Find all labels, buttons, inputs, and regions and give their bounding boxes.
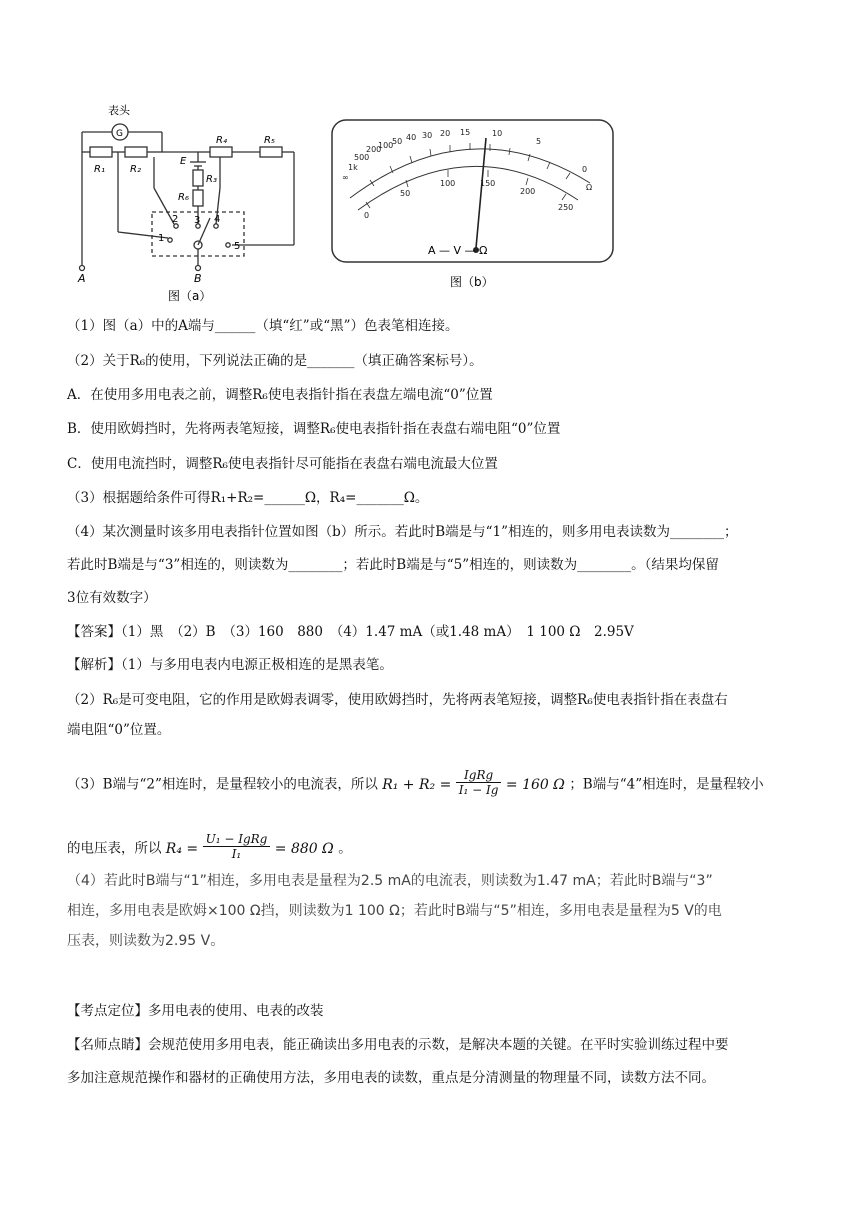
svg-text:R₂: R₂ xyxy=(130,164,141,175)
svg-text:15: 15 xyxy=(460,128,471,137)
svg-text:150: 150 xyxy=(480,179,496,188)
svg-text:E: E xyxy=(180,156,187,167)
svg-text:250: 250 xyxy=(558,203,574,212)
figure-a-caption: 图（a） xyxy=(168,289,212,303)
svg-text:100: 100 xyxy=(440,179,456,188)
question-4-line2: 若此时B端是与“3”相连的，则读数为________；若此时B端是与“5”相连的，则读数为________。（结果均保留 xyxy=(67,557,719,573)
question-3: （3）根据题给条件可得R₁+R₂=______Ω，R₄=_______Ω。 xyxy=(67,490,429,506)
meter-dial xyxy=(330,118,615,293)
svg-text:30: 30 xyxy=(422,131,433,140)
svg-text:R₃: R₃ xyxy=(206,174,217,185)
analysis-line1: 【解析】（1）与多用电表内电源正极相连的是黑表笔。 xyxy=(67,657,393,673)
terminal-a-label: A xyxy=(78,272,86,285)
svg-text:R₆: R₆ xyxy=(178,192,189,203)
answer-text: （1）黑 （2）B （3）160 880 （4）1.47 mA（或1.48 mA） 1 100 Ω 2.95V xyxy=(121,624,634,640)
option-a: A．在使用多用电表之前，调整R₆使电表指针指在表盘左端电流“0”位置 xyxy=(67,387,493,403)
svg-text:0: 0 xyxy=(582,165,588,174)
svg-text:200: 200 xyxy=(520,187,536,196)
analysis-p2-line2: 端电阻“0”位置。 xyxy=(67,722,171,738)
mingshi-line1: 【名师点睛】会规范使用多用电表，能正确读出多用电表的示数，是解决本题的关键。在平时实验训练过程中要 xyxy=(67,1037,729,1053)
svg-text:40: 40 xyxy=(406,133,417,142)
svg-text:R₅: R₅ xyxy=(264,135,275,146)
circuit-diagram xyxy=(70,100,310,305)
figure-b-caption: 图（b） xyxy=(450,275,494,289)
kaodian-line: 【考点定位】多用电表的使用、电表的改装 xyxy=(67,1003,324,1019)
svg-text:1: 1 xyxy=(158,233,165,244)
svg-text:3: 3 xyxy=(194,215,201,226)
galvanometer-g: G xyxy=(116,129,123,139)
mingshi-label: 【名师点睛】 xyxy=(67,1037,148,1053)
svg-text:5: 5 xyxy=(536,137,542,146)
svg-text:4: 4 xyxy=(214,214,221,225)
svg-text:50: 50 xyxy=(400,189,411,198)
svg-text:∞: ∞ xyxy=(342,173,349,182)
answer-label: 【答案】 xyxy=(67,624,121,640)
avo-label: A — V — Ω xyxy=(428,244,488,257)
analysis-label: 【解析】 xyxy=(67,657,121,673)
question-4-line3: 3位有效数字） xyxy=(67,590,157,606)
svg-text:5: 5 xyxy=(234,241,241,252)
svg-text:R₁: R₁ xyxy=(94,164,105,175)
question-4-line1: （4）某次测量时该多用电表指针位置如图（b）所示。若此时B端是与“1”相连的，则多用电表读数为________； xyxy=(67,524,738,540)
terminal-b-label: B xyxy=(194,272,202,285)
svg-text:200: 200 xyxy=(366,145,382,154)
svg-text:100: 100 xyxy=(378,141,394,150)
meter-head-label: 表头 xyxy=(108,104,130,117)
svg-text:20: 20 xyxy=(440,129,451,138)
svg-text:1k: 1k xyxy=(348,163,358,172)
analysis-p3b: 的电压表，所以 R₄ = $\frac{\text{U₁ − IgRg}}{\text{I₁}}$ = 880 Ω 。 xyxy=(67,832,352,861)
question-1: （1）图（a）中的A端与______（填“红”或“黑”）色表笔相连接。 xyxy=(67,318,459,334)
svg-text:10: 10 xyxy=(492,129,503,138)
analysis-p4: （4）若此时B端与“1”相连，多用电表是量程为2.5 mA的电流表，则读数为1.47 mA；若此时B端与“3” 相连，多用电表是欧姆×100 Ω挡，则读数为1 100 Ω；若此时B端与“5”相连，多用电表是量程为5 V的电 压表，则读数为2.95 V。 xyxy=(67,873,722,949)
question-2: （2）关于R₆的使用，下列说法正确的是_______（填正确答案标号）。 xyxy=(67,353,483,369)
option-b: B．使用欧姆挡时，先将两表笔短接，调整R₆使电表指针指在表盘右端电阻“0”位置 xyxy=(67,421,561,437)
svg-text:2: 2 xyxy=(172,214,179,225)
formula-r4: R₄ = $\frac{\text{U₁ − IgRg}}{\text{I₁}}$ = 880 Ω xyxy=(165,832,334,861)
option-c: C．使用电流挡时，调整R₆使电表指针尽可能指在表盘右端电流最大位置 xyxy=(67,456,498,472)
analysis-p2-line1: （2）R₆是可变电阻，它的作用是欧姆表调零，使用欧姆挡时，先将两表笔短接，调整R₆使电表指针指在表盘右 xyxy=(67,692,728,708)
svg-text:50: 50 xyxy=(392,137,403,146)
svg-text:0: 0 xyxy=(364,211,370,220)
kaodian-label: 【考点定位】 xyxy=(67,1003,148,1019)
ohm-symbol: Ω xyxy=(586,183,593,192)
mingshi-line2: 多加注意规范操作和器材的正确使用方法，多用电表的读数，重点是分清测量的物理量不同，读数方法不同。 xyxy=(67,1070,715,1086)
svg-text:500: 500 xyxy=(354,153,370,162)
svg-text:R₄: R₄ xyxy=(216,135,227,146)
formula-r1-r2: R₁ + R₂ = $\frac{\text{IgRg}}{\text{I₁ − Ig}}$ = 160 Ω xyxy=(382,768,565,797)
analysis-p3: （3）B端与“2”相连时，是量程较小的电流表，所以 R₁ + R₂ = $\frac{\text{IgRg}}{\text{I₁ − Ig}}$ = 160 Ω ；B端与“4”相连时，是量程较小 xyxy=(67,768,764,797)
answer-line xyxy=(67,622,634,642)
